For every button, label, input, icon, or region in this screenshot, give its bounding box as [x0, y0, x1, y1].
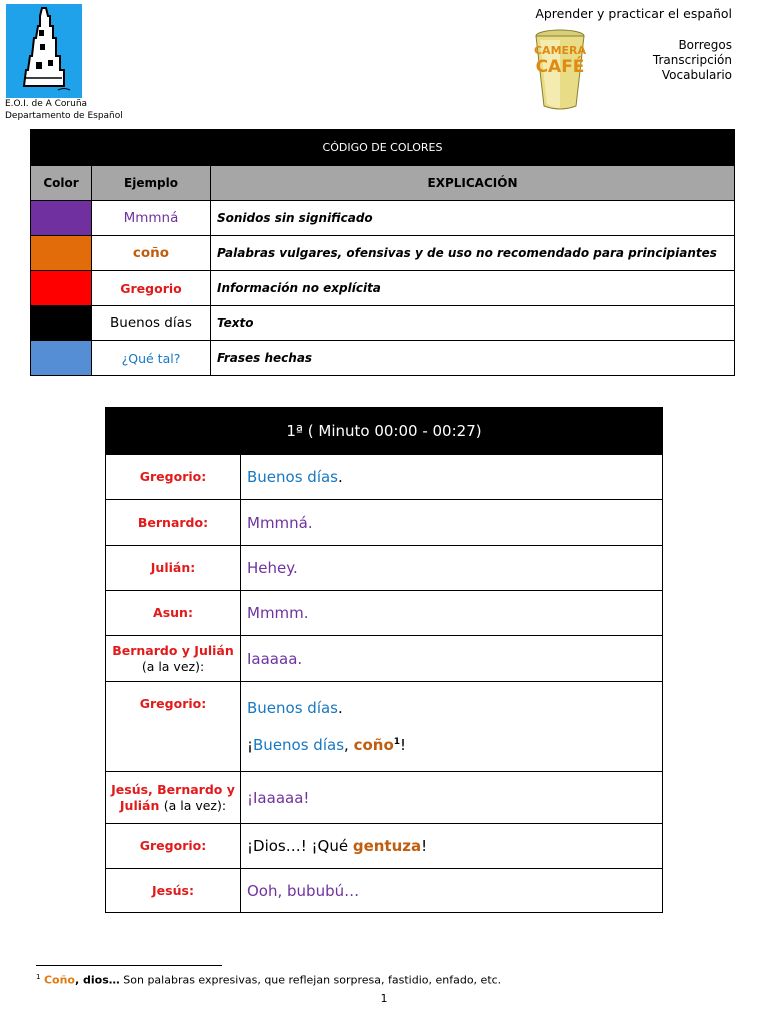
legend-example: Mmmná	[92, 201, 211, 236]
color-swatch	[31, 201, 92, 236]
footnote-ref[interactable]: 1	[393, 737, 401, 747]
set-phrase: Buenos días	[247, 699, 338, 717]
header-title: Aprender y practicar el español	[535, 6, 732, 21]
speaker-cell: Julián:	[106, 546, 241, 591]
speaker-cell: Gregorio:	[106, 682, 241, 772]
vulgar-word: gentuza	[352, 837, 422, 855]
legend-header-example: Ejemplo	[92, 166, 211, 201]
speaker-cell: Bernardo:	[106, 500, 241, 546]
speaker-names: Bernardo y Julián	[112, 642, 234, 658]
table-row	[106, 869, 663, 913]
color-code-table	[30, 129, 735, 376]
cup-label-line1: CAMERA	[533, 44, 587, 57]
dialogue-punct: !	[400, 736, 407, 754]
legend-example: Buenos días	[92, 306, 211, 341]
dialogue-cell	[241, 682, 663, 772]
dialogue-punct: .	[338, 699, 343, 717]
school-name-line2: Departamento de Español	[5, 111, 123, 121]
footnote-sep: ,	[75, 973, 84, 987]
legend-example: ¿Qué tal?	[92, 341, 211, 376]
vulgar-word: coño	[353, 736, 394, 754]
speaker-cell: Gregorio:	[106, 824, 241, 869]
dialogue-cell: ¡Iaaaaa!	[241, 772, 663, 824]
legend-explanation: Palabras vulgares, ofensivas y de uso no recomendado para principiantes	[211, 236, 735, 271]
legend-row	[31, 306, 735, 341]
link-transcripcion[interactable]: Transcripción	[652, 53, 732, 67]
legend-example: Gregorio	[92, 271, 211, 306]
legend-row	[31, 236, 735, 271]
legend-header-color: Color	[31, 166, 92, 201]
footnote-divider	[36, 965, 222, 966]
dialogue-cell: Hehey.	[241, 546, 663, 591]
footnote	[36, 973, 501, 987]
dialogue-punct: ¡	[247, 736, 254, 754]
table-row	[106, 455, 663, 500]
link-vocabulario[interactable]: Vocabulario	[661, 68, 732, 82]
speaker-cell	[106, 636, 241, 682]
tower-icon	[6, 4, 82, 98]
legend-explanation: Frases hechas	[211, 341, 735, 376]
legend-explanation: Texto	[211, 306, 735, 341]
cup-label-line2: CAFÉ	[535, 57, 585, 77]
dialogue-cell	[241, 455, 663, 500]
table-row	[106, 636, 663, 682]
dialogue-cell: Mmmná.	[241, 500, 663, 546]
dialogue-cell: Mmmm.	[241, 591, 663, 636]
set-phrase: Buenos días	[253, 736, 345, 754]
table-row	[106, 682, 663, 772]
speaker-cell: Asun:	[106, 591, 241, 636]
dialogue-punct: !	[421, 837, 428, 855]
legend-example: coño	[92, 236, 211, 271]
dialogue-cell: Iaaaaa.	[241, 636, 663, 682]
legend-caption: CÓDIGO DE COLORES	[31, 130, 735, 166]
school-name	[5, 98, 123, 122]
speaker-cell: Jesús:	[106, 869, 241, 913]
color-swatch	[31, 236, 92, 271]
dialogue-text: ¡Dios…! ¡Qué	[247, 837, 353, 855]
legend-explanation: Información no explícita	[211, 271, 735, 306]
speaker-note: (a la vez):	[163, 797, 227, 813]
camera-cafe-cup-logo	[510, 26, 610, 114]
footnote-number: 1	[36, 973, 41, 981]
dialogue-punct: ,	[344, 736, 354, 754]
table-row	[106, 824, 663, 869]
table-row	[106, 772, 663, 824]
legend-row	[31, 341, 735, 376]
header-links	[653, 38, 732, 83]
legend-row	[31, 201, 735, 236]
dialogue-cell: Ooh, bububú…	[241, 869, 663, 913]
dialogue-cell	[241, 824, 663, 869]
speaker-cell	[106, 772, 241, 824]
page-number: 1	[380, 992, 388, 1005]
legend-header-explanation: EXPLICACIÓN	[211, 166, 735, 201]
footnote-text: Son palabras expresivas, que reflejan sorpresa, fastidio, enfado, etc.	[119, 973, 502, 987]
set-phrase: Buenos días	[247, 468, 338, 486]
legend-row	[31, 271, 735, 306]
footnote-term-1: Coño	[43, 973, 75, 987]
speaker-names: Jesús, Bernardo y Julián	[111, 781, 235, 813]
legend-explanation: Sonidos sin significado	[211, 201, 735, 236]
color-swatch	[31, 306, 92, 341]
dialogue-punct: .	[338, 468, 343, 486]
speaker-note: (a la vez):	[141, 658, 205, 674]
speaker-cell: Gregorio:	[106, 455, 241, 500]
color-swatch	[31, 271, 92, 306]
school-logo	[6, 4, 82, 98]
footnote-term-2: dios…	[83, 973, 120, 987]
link-borregos[interactable]: Borregos	[678, 38, 732, 52]
coffee-cup-icon	[510, 26, 610, 114]
table-row	[106, 500, 663, 546]
table-row	[106, 591, 663, 636]
table-row	[106, 546, 663, 591]
school-name-line1: E.O.I. de A Coruña	[5, 99, 88, 109]
color-swatch	[31, 341, 92, 376]
transcript-caption: 1ª ( Minuto 00:00 - 00:27)	[106, 408, 663, 455]
transcript-table	[105, 407, 663, 913]
